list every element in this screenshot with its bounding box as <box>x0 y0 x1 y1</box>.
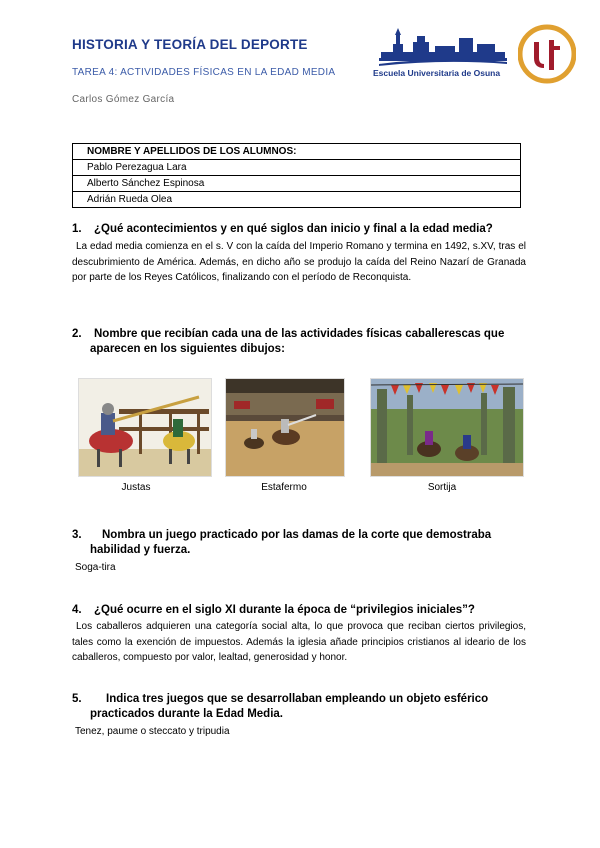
answer-4: Los caballeros adquieren una categoría social alta, lo que provoca que reciban ciertos privilegios, tales como la exención de impuestos. Además la iglesia añade principios cristianos al ideario de los caballeros, compuesto por valor, lealtad, generosidad y honor. <box>72 621 526 663</box>
question-text-line2: practicados durante la Edad Media. <box>90 708 283 720</box>
question-text: ¿Qué ocurre en el siglo XI durante la época de “privilegios iniciales”? <box>94 604 475 616</box>
sortija-image <box>371 379 523 476</box>
answer-1: La edad media comienza en el s. V con la caída del Imperio Romano y termina en 1492, s.XV, tras el descubrimiento de América. Además, en dicho año se produjo la caída del Reino Nazarí de Granada por parte de los Reyes Católicos, finalizando con el período de Reconquista. <box>72 241 526 283</box>
question-4 <box>72 603 527 618</box>
document-subtitle: TAREA 4: ACTIVIDADES FÍSICAS EN LA EDAD MEDIA <box>72 67 336 78</box>
question-text-line2: habilidad y fuerza. <box>90 544 191 556</box>
question-text-line2: aparecen en los siguientes dibujos: <box>90 343 285 355</box>
question-number: 2. <box>72 328 82 340</box>
question-number: 3. <box>72 529 82 541</box>
caption-justas: Justas <box>121 482 151 493</box>
answer-3: Soga-tira <box>75 562 116 573</box>
question-text: ¿Qué acontecimientos y en qué siglos dan inicio y final a la edad media? <box>94 223 493 235</box>
question-number: 4. <box>72 604 82 616</box>
sortija-photo <box>370 378 524 477</box>
jousting-illustration <box>78 378 212 477</box>
answer-5: Tenez, paume o steccato y tripudia <box>75 726 230 737</box>
question-number: 1. <box>72 223 82 235</box>
sevilla-logo-text <box>518 22 519 23</box>
question-3 <box>72 528 527 558</box>
osuna-school-logo <box>373 26 509 82</box>
question-text-line1: Nombra un juego practicado por las damas de la corte que demostraba <box>102 529 492 541</box>
estafermo-image <box>226 379 344 476</box>
caption-sortija: Sortija <box>427 482 457 493</box>
question-2 <box>72 327 527 357</box>
author-name: Carlos Gómez García <box>72 94 175 105</box>
question-text-line1: Nombre que recibían cada una de las actividades físicas caballerescas que <box>94 328 505 340</box>
justas-image <box>79 379 211 476</box>
question-5 <box>72 692 527 722</box>
student-name: Pablo Perezagua Lara <box>73 160 521 176</box>
question-number: 5. <box>72 693 82 705</box>
students-table-heading: NOMBRE Y APELLIDOS DE LOS ALUMNOS: <box>73 144 521 160</box>
estafermo-photo <box>225 378 345 477</box>
question-text-line1: Indica tres juegos que se desarrollaban empleando un objeto esférico <box>106 693 489 705</box>
students-table <box>72 143 521 208</box>
student-name: Alberto Sánchez Espinosa <box>73 176 521 192</box>
university-seal-icon <box>518 22 576 86</box>
document-title: HISTORIA Y TEORÍA DEL DEPORTE <box>72 37 308 52</box>
osuna-logo-text: Escuela Universitaria de Osuna <box>373 68 501 78</box>
sevilla-university-logo <box>518 22 576 86</box>
student-name: Adrián Rueda Olea <box>73 192 521 208</box>
question-1 <box>72 222 527 237</box>
caption-estafermo: Estafermo <box>261 482 307 493</box>
